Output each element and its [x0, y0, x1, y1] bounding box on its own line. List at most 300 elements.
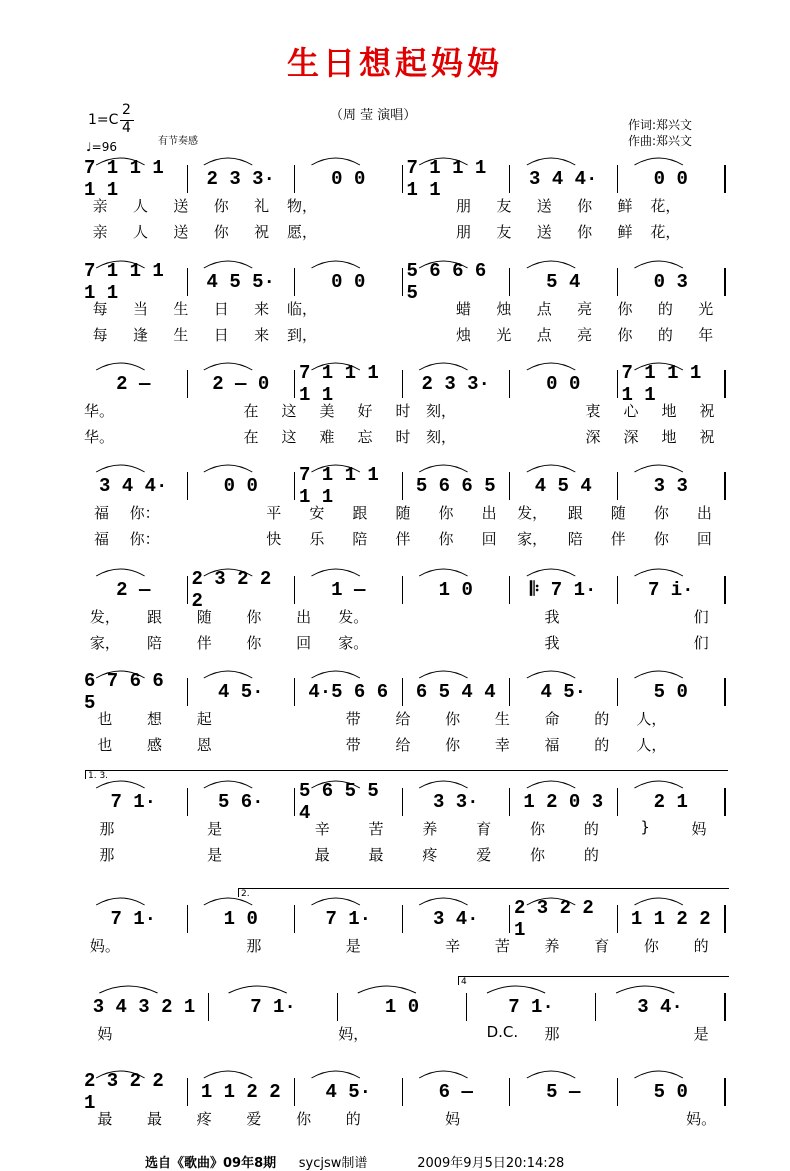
- tempo-marking: ♩=96: [86, 140, 117, 154]
- lyric-syllable: 送: [536, 223, 552, 241]
- lyric-syllable: 妈: [97, 1025, 113, 1043]
- lyric-syllable: 日: [213, 326, 229, 344]
- measure: 0 0: [618, 165, 727, 193]
- lyric-syllable: 给: [395, 736, 411, 754]
- slur: [634, 781, 682, 788]
- lyric-syllable: 是: [207, 846, 223, 864]
- measure: 3 4 3 2 1: [80, 993, 209, 1021]
- slur: [527, 158, 575, 165]
- lyric-syllable: [378, 1108, 428, 1129]
- notes-line: [80, 670, 726, 714]
- lyric-syllable: 陪: [352, 530, 368, 548]
- measure: 2 3 2 2 1: [510, 905, 618, 933]
- lyric-syllable: [403, 195, 443, 216]
- lyric-syllable: 时: [395, 402, 411, 420]
- lyric-syllable: 辛: [314, 820, 330, 838]
- lyric-syllable: 你: [438, 530, 454, 548]
- measure: 3 4 4·: [510, 165, 618, 193]
- lyric-syllable: [322, 298, 362, 319]
- lyric-syllable: 你: [577, 197, 593, 215]
- lyric-syllable: 家，: [517, 530, 548, 548]
- lyric-syllable: [686, 195, 726, 216]
- lyric-syllable: 发，: [517, 504, 548, 522]
- lyric-syllable: 妈。: [89, 937, 120, 955]
- lyric-syllable: 妈，: [338, 1025, 369, 1043]
- notes-line: [80, 157, 726, 201]
- lyric-syllable: 这: [281, 428, 297, 446]
- lyric-syllable: [279, 708, 329, 729]
- slur: [96, 158, 144, 165]
- slur: [419, 898, 467, 905]
- lyric-syllable: 在: [243, 402, 259, 420]
- composer-credit: 作曲:郑兴文: [628, 134, 693, 148]
- lyric-syllable: [179, 1023, 229, 1044]
- lyric-syllable: [134, 844, 188, 865]
- lyric-syllable: 鲜: [617, 223, 633, 241]
- measure: 1 1 2 2: [618, 905, 727, 933]
- lyric-syllable: 的: [583, 846, 599, 864]
- slur: [419, 781, 467, 788]
- slur: [96, 781, 144, 788]
- measure: 7 1 1 1 1 1: [80, 165, 188, 193]
- lyric-line: [80, 195, 726, 216]
- slur-marks: [80, 560, 726, 578]
- slur: [419, 158, 467, 165]
- transcriber-credit: sycjsw制谱: [298, 1156, 368, 1171]
- slur: [634, 465, 682, 472]
- lyric-syllable: }: [640, 818, 650, 836]
- lyric-syllable: 我: [544, 634, 560, 652]
- measure: 4 5 4: [510, 472, 618, 500]
- measure: 4·5 6 6: [295, 678, 403, 706]
- lyric-syllable: [363, 324, 403, 345]
- lyric-syllable: 你: [577, 223, 593, 241]
- volta-bracket: 1. 3.: [85, 770, 728, 779]
- lyric-syllable: 当: [133, 300, 149, 318]
- measure: 2 3 2 2 2: [188, 576, 296, 604]
- measure: 4 5·: [188, 678, 296, 706]
- lyric-syllable: 随: [196, 608, 212, 626]
- lyric-syllable: 朋: [456, 197, 472, 215]
- lyric-syllable: 愿，: [287, 223, 318, 241]
- lyric-syllable: [363, 195, 403, 216]
- lyric-syllable: 我: [544, 608, 560, 626]
- lyric-syllable: 的: [657, 326, 673, 344]
- lyric-syllable: 伴: [196, 634, 212, 652]
- lyric-syllable: 那: [544, 1025, 560, 1043]
- lyric-syllable: 福: [94, 504, 110, 522]
- measure: 2 —: [80, 370, 188, 398]
- lyric-syllable: 养: [422, 820, 438, 838]
- lyric-syllable: 的: [594, 710, 610, 728]
- measure: 1 —: [295, 576, 403, 604]
- lyric-line: [80, 502, 726, 523]
- measure: 2 3 3·: [188, 165, 296, 193]
- lyric-syllable: 地: [661, 402, 677, 420]
- lyric-syllable: 亮: [577, 300, 593, 318]
- measure: 4 5·: [295, 1078, 403, 1106]
- lyric-syllable: [428, 632, 478, 653]
- measure: 2 —: [80, 576, 188, 604]
- slur-marks: [80, 252, 726, 270]
- lyric-syllable: 来: [254, 326, 270, 344]
- lyric-syllable: 安: [309, 504, 325, 522]
- lyric-syllable: 出: [296, 608, 312, 626]
- lyric-syllable: [378, 935, 428, 956]
- lyric-syllable: 那: [99, 820, 115, 838]
- slur: [311, 781, 359, 788]
- lyric-syllable: [536, 426, 574, 447]
- measure: 7 1·: [80, 788, 188, 816]
- lyric-syllable: 快: [266, 530, 282, 548]
- lyric-syllable: 鲜: [617, 197, 633, 215]
- lyric-syllable: 苦: [494, 937, 510, 955]
- lyric-syllable: [209, 528, 252, 549]
- slur: [527, 363, 575, 370]
- lyric-syllable: 你: [296, 1110, 312, 1128]
- slur: [96, 1071, 144, 1078]
- lyric-syllable: [279, 1023, 329, 1044]
- singer-credit: （周 莹 演唱）: [330, 108, 417, 123]
- measure: 5 6 5 5 4: [295, 788, 403, 816]
- slur: [96, 898, 144, 905]
- slur: [527, 898, 575, 905]
- measure: 5 6 6 6 5: [403, 268, 511, 296]
- notes-line: [80, 897, 726, 941]
- lyric-syllable: [322, 324, 362, 345]
- slur: [311, 671, 359, 678]
- lyric-syllable: 最: [314, 846, 330, 864]
- measure: 7 1 1 1 1 1: [618, 370, 727, 398]
- measure: 2 3 3·: [403, 370, 511, 398]
- notes-line: [80, 993, 726, 1023]
- lyric-line: [80, 528, 726, 549]
- measure: 1 0: [403, 576, 511, 604]
- measure: 1 1 2 2: [188, 1078, 296, 1106]
- lyric-syllable: 在: [243, 428, 259, 446]
- lyric-syllable: 想: [147, 710, 163, 728]
- lyric-syllable: [241, 844, 295, 865]
- slur: [204, 671, 252, 678]
- lyric-syllable: 恩: [196, 736, 212, 754]
- lyric-syllable: [686, 221, 726, 242]
- slur: [527, 569, 575, 576]
- slur: [527, 671, 575, 678]
- lyric-syllable: 妈: [691, 820, 707, 838]
- lyric-syllable: 刻，: [425, 402, 456, 420]
- slur: [99, 986, 157, 993]
- notes-line: [80, 464, 726, 508]
- lyric-syllable: 育: [476, 820, 492, 838]
- measure: 6 5 4 4: [403, 678, 511, 706]
- lyric-syllable: 出: [481, 504, 497, 522]
- lyric-syllable: 也: [97, 710, 113, 728]
- slur: [487, 986, 545, 993]
- measure: 0 3: [618, 268, 727, 296]
- lyric-syllable: 福: [94, 530, 110, 548]
- lyric-line: [80, 818, 726, 839]
- lyric-syllable: 的: [657, 300, 673, 318]
- lyric-syllable: 点: [536, 326, 552, 344]
- lyric-syllable: 地: [661, 428, 677, 446]
- lyric-line: [80, 400, 726, 421]
- measure: 2 1: [618, 788, 727, 816]
- lyric-syllable: [478, 606, 528, 627]
- slur: [96, 363, 144, 370]
- lyric-syllable: 你: [530, 846, 546, 864]
- lyric-syllable: 回: [296, 634, 312, 652]
- lyric-syllable: 生: [173, 326, 189, 344]
- lyric-syllable: 伴: [610, 530, 626, 548]
- lyric-syllable: [279, 935, 329, 956]
- lyric-syllable: 人，: [636, 736, 667, 754]
- lyric-syllable: 命: [544, 710, 560, 728]
- lyric-syllable: 人，: [636, 710, 667, 728]
- lyric-syllable: 起: [196, 710, 212, 728]
- lyric-syllable: 的: [594, 736, 610, 754]
- expression-marking: 有节奏感: [158, 136, 198, 147]
- lyric-syllable: 生: [494, 710, 510, 728]
- lyric-syllable: 祝: [699, 402, 715, 420]
- lyric-line: [80, 844, 726, 865]
- lyric-syllable: [577, 606, 627, 627]
- measure: 1 0: [188, 905, 296, 933]
- slur: [311, 363, 359, 370]
- measure: 7 1 1 1 1 1: [295, 472, 403, 500]
- lyric-syllable: 们: [693, 634, 709, 652]
- lyric-syllable: [498, 426, 536, 447]
- lyric-syllable: 深: [623, 428, 639, 446]
- lyric-syllable: 到，: [287, 326, 318, 344]
- lyric-syllable: 回: [481, 530, 497, 548]
- measure: 4 5·: [510, 678, 618, 706]
- lyric-syllable: 是: [693, 1025, 709, 1043]
- lyric-syllable: 忘: [357, 428, 373, 446]
- slur: [96, 465, 144, 472]
- slur: [311, 158, 359, 165]
- lyric-syllable: [478, 1108, 528, 1129]
- lyric-syllable: 刻，: [425, 428, 456, 446]
- measure: 5 4: [510, 268, 618, 296]
- slur: [634, 898, 682, 905]
- source-credit: 选自《歌曲》09年8期: [145, 1156, 277, 1171]
- measure: 4 5 5·: [188, 268, 296, 296]
- measure: 3 4·: [403, 905, 511, 933]
- lyric-syllable: 光: [698, 300, 714, 318]
- notes-line: [80, 780, 726, 824]
- lyricist-credit: 作词:郑兴文: [628, 118, 693, 132]
- lyric-syllable: [322, 221, 362, 242]
- lyric-syllable: 疼: [196, 1110, 212, 1128]
- lyric-syllable: 烛: [496, 300, 512, 318]
- slur: [634, 363, 682, 370]
- slur: [527, 781, 575, 788]
- lyric-syllable: 每: [92, 300, 108, 318]
- lyric-syllable: [229, 734, 279, 755]
- lyric-line: [80, 708, 726, 729]
- lyric-syllable: 华。: [83, 402, 114, 420]
- lyric-syllable: 跟: [147, 608, 163, 626]
- lyric-line: [80, 324, 726, 345]
- slur: [634, 158, 682, 165]
- lyric-syllable: [478, 632, 528, 653]
- lyric-syllable: 你: [213, 223, 229, 241]
- key-signature: 1=C: [88, 112, 119, 128]
- lyric-syllable: 你: [653, 530, 669, 548]
- slur: [229, 986, 287, 993]
- notes-line: [80, 260, 726, 304]
- lyric-syllable: [118, 426, 156, 447]
- lyric-syllable: 烛: [456, 326, 472, 344]
- slur: [204, 363, 252, 370]
- lyric-syllable: 也: [97, 736, 113, 754]
- lyric-syllable: 辛: [445, 937, 461, 955]
- lyric-line: [80, 632, 726, 653]
- measure: 7 1·: [209, 993, 338, 1021]
- measure: 5 6·: [188, 788, 296, 816]
- lyric-syllable: 祝: [699, 428, 715, 446]
- volta-bracket: 4: [458, 976, 729, 985]
- lyric-syllable: [241, 818, 295, 839]
- lyric-syllable: 是: [207, 820, 223, 838]
- measure: 6 7 6 6 5: [80, 678, 188, 706]
- lyric-syllable: [460, 400, 498, 421]
- lyric-syllable: [428, 1023, 478, 1044]
- lyric-syllable: [130, 935, 180, 956]
- notes-line: [80, 362, 726, 406]
- lyric-syllable: 难: [319, 428, 335, 446]
- measure: 2 3 2 2 1: [80, 1078, 188, 1106]
- lyric-syllable: [378, 1023, 428, 1044]
- measure: 7 1 1 1 1 1: [80, 268, 188, 296]
- lyric-line: [80, 221, 726, 242]
- lyric-syllable: 光: [496, 326, 512, 344]
- lyric-syllable: 感: [147, 736, 163, 754]
- lyric-syllable: [130, 1023, 180, 1044]
- measure: 3 3·: [403, 788, 511, 816]
- lyric-syllable: 临，: [287, 300, 318, 318]
- measure: 3 4·: [596, 993, 726, 1021]
- slur: [419, 363, 467, 370]
- lyric-syllable: 亮: [577, 326, 593, 344]
- measure: 5 0: [618, 678, 727, 706]
- slur: [311, 569, 359, 576]
- lyric-syllable: 乐: [309, 530, 325, 548]
- slur: [204, 1071, 252, 1078]
- lyric-syllable: 家。: [338, 634, 369, 652]
- slur-marks: [80, 354, 726, 372]
- lyric-syllable: 人: [133, 223, 149, 241]
- slur-marks: [80, 662, 726, 680]
- lyric-syllable: [536, 400, 574, 421]
- lyric-syllable: 友: [496, 197, 512, 215]
- lyric-line: [80, 606, 726, 627]
- lyric-syllable: 你: [438, 504, 454, 522]
- lyric-syllable: [363, 298, 403, 319]
- lyric-syllable: [498, 400, 536, 421]
- slur: [96, 671, 144, 678]
- lyric-syllable: 你: [530, 820, 546, 838]
- slur-marks: [80, 1062, 726, 1080]
- song-title: 生日想起妈妈: [286, 44, 503, 82]
- measure: 7 1 1 1 1 1: [295, 370, 403, 398]
- lyric-syllable: [156, 400, 194, 421]
- slur: [527, 261, 575, 268]
- lyric-syllable: 那: [99, 846, 115, 864]
- lyric-syllable: 们: [693, 608, 709, 626]
- lyric-syllable: [627, 1108, 677, 1129]
- lyric-syllable: 你: [445, 710, 461, 728]
- lyric-syllable: 每: [92, 326, 108, 344]
- lyric-syllable: [209, 502, 252, 523]
- lyric-syllable: 你: [643, 937, 659, 955]
- lyric-syllable: [403, 298, 443, 319]
- measure: 𝄆 7 1·: [510, 576, 618, 604]
- lyric-syllable: 疼: [422, 846, 438, 864]
- lyric-syllable: 发，: [89, 608, 120, 626]
- lyric-syllable: [676, 708, 726, 729]
- lyric-syllable: 跟: [352, 504, 368, 522]
- lyric-syllable: [156, 426, 194, 447]
- lyric-syllable: [527, 1108, 577, 1129]
- lyric-syllable: [460, 426, 498, 447]
- slur: [96, 569, 144, 576]
- lyric-syllable: 最: [97, 1110, 113, 1128]
- lyric-syllable: 养: [544, 937, 560, 955]
- lyric-syllable: 爱: [246, 1110, 262, 1128]
- lyric-syllable: [118, 400, 156, 421]
- measure: 5 —: [510, 1078, 618, 1106]
- slur-marks: [80, 149, 726, 167]
- slur: [204, 465, 252, 472]
- slur: [419, 569, 467, 576]
- slur: [204, 898, 252, 905]
- measure: 3 3: [618, 472, 727, 500]
- measure: 7 1·: [80, 905, 188, 933]
- lyric-syllable: [618, 844, 672, 865]
- lyric-syllable: 你: [617, 300, 633, 318]
- lyric-syllable: [403, 324, 443, 345]
- lyric-syllable: [577, 632, 627, 653]
- lyric-syllable: [577, 1023, 627, 1044]
- lyric-line: [80, 1023, 726, 1044]
- measure: 1 0: [338, 993, 467, 1021]
- lyric-syllable: 你: [653, 504, 669, 522]
- lyric-syllable: 妈: [445, 1110, 461, 1128]
- slur: [419, 261, 467, 268]
- lyric-syllable: [403, 221, 443, 242]
- lyric-syllable: 蜡: [456, 300, 472, 318]
- time-signature-top: 2: [122, 102, 131, 118]
- lyric-syllable: 家，: [89, 634, 120, 652]
- lyric-syllable: 来: [254, 300, 270, 318]
- lyric-syllable: 随: [395, 504, 411, 522]
- lyric-syllable: 深: [585, 428, 601, 446]
- slur: [311, 261, 359, 268]
- lyric-syllable: 人: [133, 197, 149, 215]
- lyric-syllable: 的: [345, 1110, 361, 1128]
- measure: 2 — 0: [188, 370, 296, 398]
- lyric-syllable: 年: [698, 326, 714, 344]
- lyric-syllable: 育: [594, 937, 610, 955]
- lyric-syllable: 爱: [476, 846, 492, 864]
- lyric-syllable: [378, 632, 428, 653]
- lyric-syllable: [166, 502, 209, 523]
- lyric-syllable: 好: [357, 402, 373, 420]
- lyric-line: [80, 935, 726, 956]
- notes-line: [80, 1070, 726, 1114]
- measure: 3 4 4·: [80, 472, 188, 500]
